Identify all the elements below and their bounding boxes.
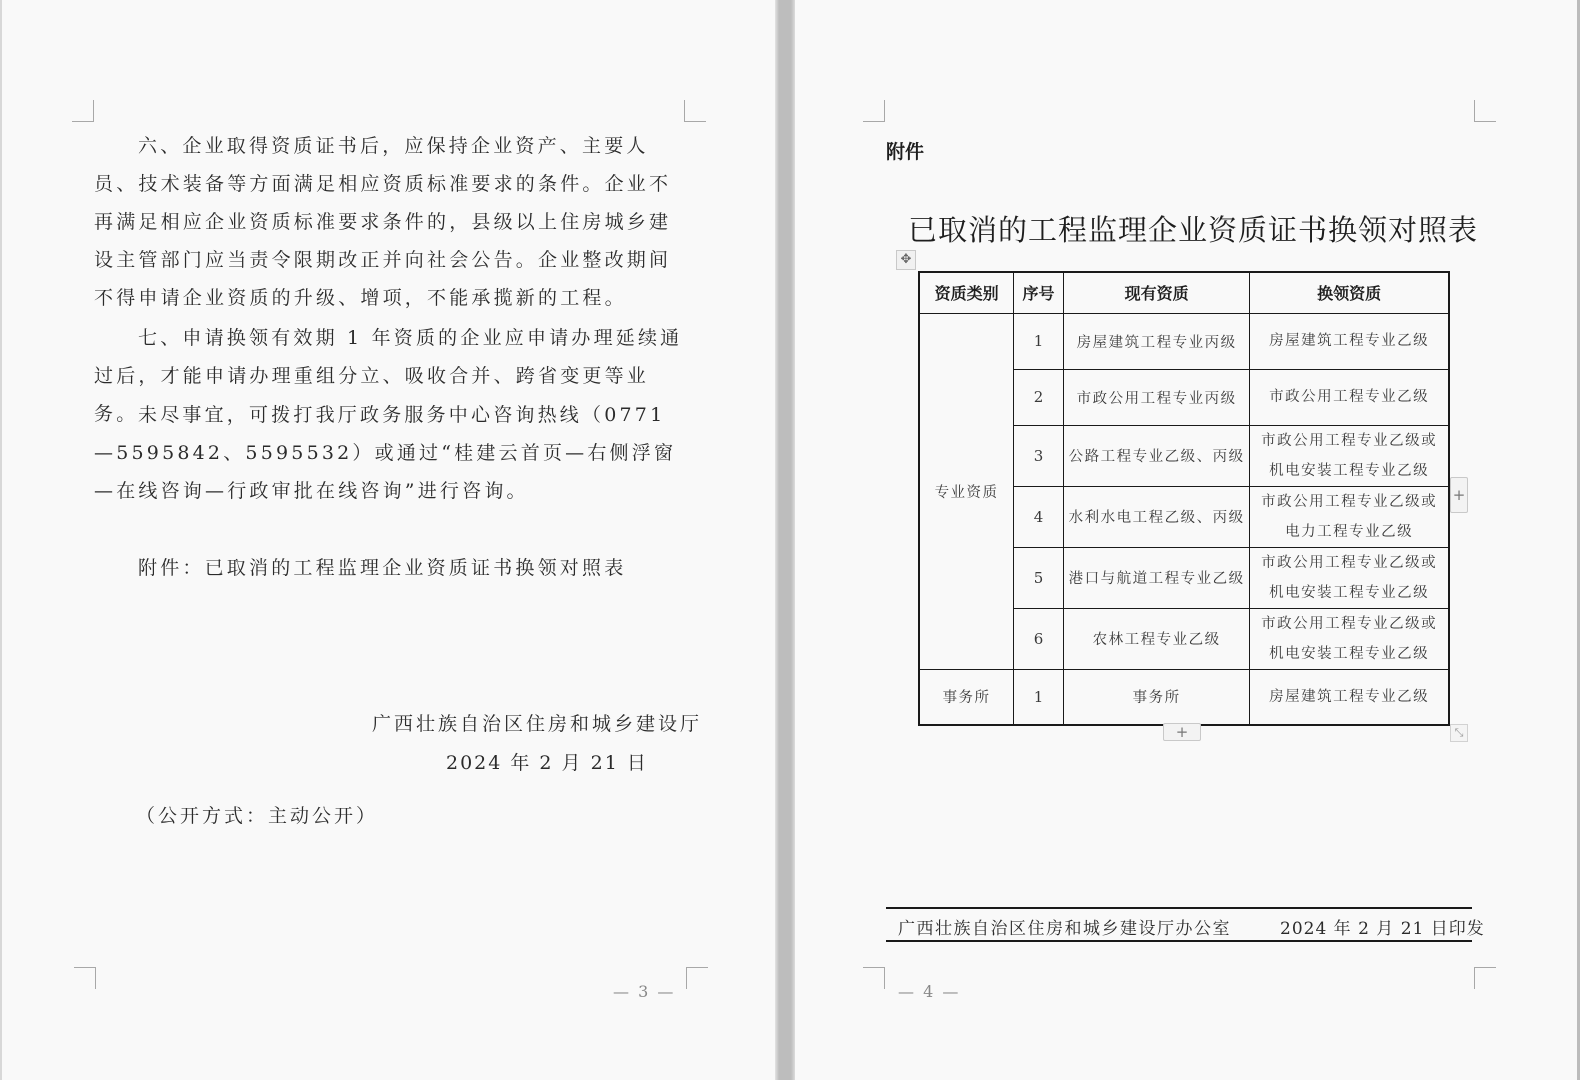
current-qualification-cell: 市政公用工程专业丙级 — [1063, 369, 1249, 425]
attachment-label: 附件 — [886, 141, 925, 163]
header-category: 资质类别 — [919, 272, 1014, 313]
page-gutter — [775, 0, 795, 1080]
header-number: 序号 — [1014, 272, 1064, 313]
new-qualification-cell: 市政公用工程专业乙级 — [1250, 369, 1449, 425]
current-qualification-cell: 水利水电工程乙级、丙级 — [1063, 486, 1249, 547]
footer-issue-date: 2024 年 2 月 21 日印发 — [1280, 919, 1485, 939]
footer-top-rule — [886, 907, 1472, 909]
number-cell: 2 — [1014, 369, 1064, 425]
add-row-button[interactable]: + — [1450, 477, 1468, 513]
new-qualification-cell: 房屋建筑工程专业乙级 — [1250, 669, 1449, 725]
page-corner-mark-top-left — [72, 100, 94, 122]
new-qualification-cell: 市政公用工程专业乙级或 机电安装工程专业乙级 — [1250, 547, 1449, 608]
signature-date: 2024 年 2 月 21 日 — [446, 752, 648, 774]
header-current-qualification: 现有资质 — [1063, 272, 1249, 313]
paragraph-7: 七、申请换领有效期 1 年资质的企业应申请办理延续通过后，才能申请办理重组分立、吸收合并、跨省变更等业务。 — [94, 327, 683, 425]
page-corner-mark-bottom-right — [686, 967, 708, 989]
new-qualification-cell: 市政公用工程专业乙级或 机电安装工程专业乙级 — [1250, 608, 1449, 669]
current-qualification-cell: 事务所 — [1063, 669, 1249, 725]
table-header-row — [919, 272, 1449, 313]
page-corner-mark-top-right — [1474, 100, 1496, 122]
footer-bottom-rule — [886, 940, 1472, 942]
new-qualification-cell: 房屋建筑工程专业乙级 — [1250, 313, 1449, 369]
header-new-qualification: 换领资质 — [1250, 272, 1449, 313]
table-row — [919, 313, 1449, 369]
table-move-handle-icon[interactable]: ✥ — [896, 250, 916, 270]
category-cell: 专业资质 — [919, 313, 1014, 669]
page-corner-mark-bottom-left — [863, 967, 885, 989]
number-cell: 4 — [1014, 486, 1064, 547]
document-page-3 — [0, 0, 775, 1080]
paragraph-6: 六、企业取得资质证书后，应保持企业资产、主要人员、技术装备等方面满足相应资质标准要求的条件。企业不再满足相应企业资质标准要求条件的，县级以上住房城乡建设主管部门应当责令限期改正并向社会公告。企业整改期间不得申请企业资质的升级、增项，不能承揽新的工程。 — [94, 135, 672, 309]
table-title: 已取消的工程监理企业资质证书换领对照表 — [908, 213, 1479, 247]
number-cell: 3 — [1014, 425, 1064, 486]
table-row — [919, 669, 1449, 725]
page-corner-mark-bottom-right — [1474, 967, 1496, 989]
current-qualification-cell: 公路工程专业乙级、丙级 — [1063, 425, 1249, 486]
add-column-button[interactable]: + — [1163, 723, 1201, 741]
paragraph-attachment: 附件：已取消的工程监理企业资质证书换领对照表 — [138, 557, 627, 579]
paragraph-contact: 未尽事宜，可拨打我厅政务服务中心咨询热线（0771—5595842、5595532）或通过“桂建云首页—右侧浮窗—在线咨询—行政审批在线咨询”进行咨询。 — [94, 404, 677, 502]
current-qualification-cell: 港口与航道工程专业乙级 — [1063, 547, 1249, 608]
number-cell: 1 — [1014, 669, 1064, 725]
page-corner-mark-top-left — [863, 100, 885, 122]
page-corner-mark-bottom-left — [74, 967, 96, 989]
current-qualification-cell: 房屋建筑工程专业丙级 — [1063, 313, 1249, 369]
number-cell: 6 — [1014, 608, 1064, 669]
page-number: — 3 — — [613, 982, 676, 1001]
page-corner-mark-top-right — [684, 100, 706, 122]
current-qualification-cell: 农林工程专业乙级 — [1063, 608, 1249, 669]
table-resize-handle-icon[interactable]: ⤡ — [1450, 724, 1468, 742]
page-number: — 4 — — [898, 982, 961, 1001]
qualification-comparison-table — [918, 271, 1450, 726]
footer-issuer: 广西壮族自治区住房和城乡建设厅办公室 — [898, 919, 1231, 939]
number-cell: 1 — [1014, 313, 1064, 369]
category-cell: 事务所 — [919, 669, 1014, 725]
new-qualification-cell: 市政公用工程专业乙级或 电力工程专业乙级 — [1250, 486, 1449, 547]
number-cell: 5 — [1014, 547, 1064, 608]
signature-organization: 广西壮族自治区住房和城乡建设厅 — [372, 713, 703, 735]
new-qualification-cell: 市政公用工程专业乙级或 机电安装工程专业乙级 — [1250, 425, 1449, 486]
disclosure-method: （公开方式：主动公开） — [136, 805, 379, 827]
